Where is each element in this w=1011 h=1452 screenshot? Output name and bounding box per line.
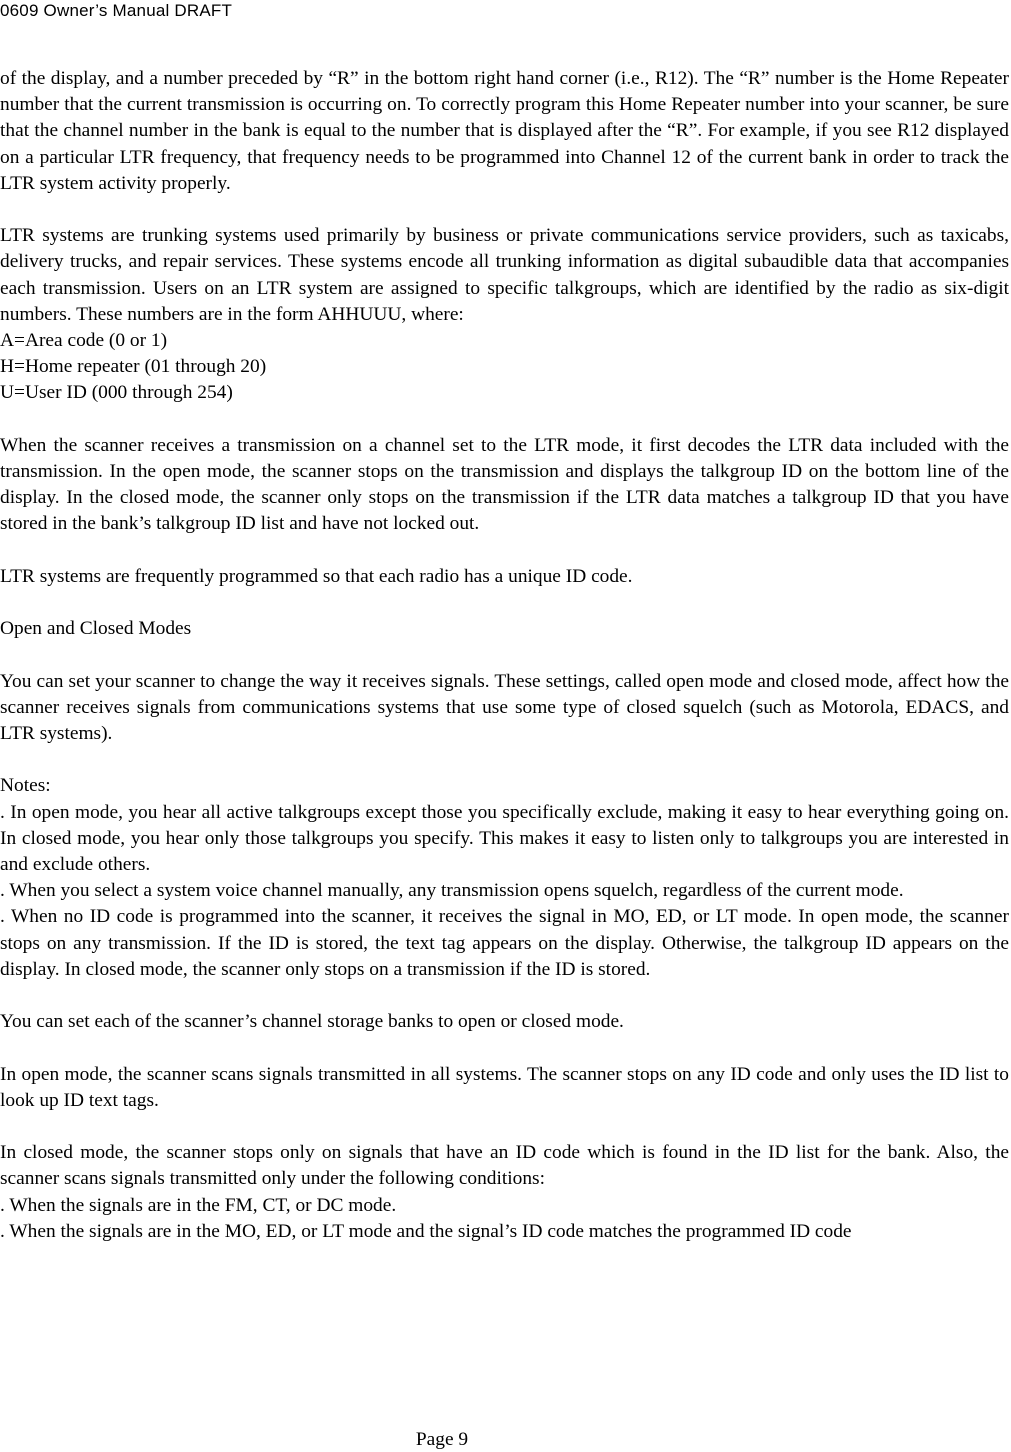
paragraph-bank-modes: You can set each of the scanner’s channel storage banks to open or closed mode. bbox=[0, 1011, 624, 1033]
paragraph-closed-mode bbox=[0, 1140, 1009, 1245]
ltr-systems-text: LTR systems are trunking systems used primarily by business or private communications service providers, such as taxicabs, delivery trucks, and repair services. These systems encode all trunking information as digital subaudible data that accompanies each transmission. Users on an LTR system are assigned to specific talkgroups, which are identified by the radio as six-digit numbers. These numbers are in the form AHHUUU, where: bbox=[0, 225, 1009, 325]
note-item: . In open mode, you hear all active talkgroups except those you specifically exclude, making it easy to hear everything going on. In closed mode, you hear only those talkgroups you specify. This makes it easy to listen only to talkgroups you are interested in and exclude others. bbox=[0, 801, 1009, 875]
closed-mode-text: In closed mode, the scanner stops only on signals that have an ID code which is found in the ID list for the bank. Also, the scanner scans signals transmitted only under the following conditions: bbox=[0, 1142, 1009, 1190]
format-line-area-code: A=Area code (0 or 1) bbox=[0, 330, 168, 352]
condition-item: . When the signals are in the FM, CT, or DC mode. bbox=[0, 1194, 397, 1216]
document-body bbox=[0, 66, 1009, 1245]
paragraph-repeater-number: of the display, and a number preceded by “R” in the bottom right hand corner (i.e., R12). The “R” number is the Home Repeater number that the current transmission is occurring on. To correctly program this Home Repeater number into your scanner, be sure that the channel number in the bank is equal to the number that is displayed after the “R”. For example, if you see R12 displayed on a particular LTR frequency, that frequency needs to be programmed into Channel 12 of the current bank in order to track the LTR system activity properly. bbox=[0, 68, 1009, 194]
format-line-user-id: U=User ID (000 through 254) bbox=[0, 382, 233, 404]
paragraph-open-mode: In open mode, the scanner scans signals transmitted in all systems. The scanner stops on any ID code and only uses the ID list to look up ID text tags. bbox=[0, 1063, 1009, 1111]
paragraph-ltr-decode: When the scanner receives a transmission on a channel set to the LTR mode, it first decodes the LTR data included with the transmission. In the open mode, the scanner stops on the transmission and displays the talkgroup ID on the bottom line of the display. In the closed mode, the scanner only stops on the transmission if the LTR data matches a talkgroup ID that you have stored in the bank’s talkgroup ID list and have not locked out. bbox=[0, 434, 1009, 535]
note-item: . When no ID code is programmed into the scanner, it receives the signal in MO, ED, or LT mode. In open mode, the scanner stops on any transmission. If the ID is stored, the text tag appears on the display. Otherwise, the talkgroup ID appears on the display. In closed mode, the scanner only stops on a transmission if the ID is stored. bbox=[0, 906, 1009, 980]
section-heading-open-closed-modes: Open and Closed Modes bbox=[0, 618, 192, 640]
format-line-home-repeater: H=Home repeater (01 through 20) bbox=[0, 356, 267, 378]
paragraph-ltr-systems bbox=[0, 223, 1009, 406]
document-header: 0609 Owner’s Manual DRAFT bbox=[0, 1, 233, 20]
notes-block bbox=[0, 773, 1009, 983]
condition-item: . When the signals are in the MO, ED, or LT mode and the signal’s ID code matches the programmed ID code bbox=[0, 1220, 852, 1242]
note-item: . When you select a system voice channel manually, any transmission opens squelch, regardless of the current mode. bbox=[0, 880, 904, 902]
page-number: Page 9 bbox=[415, 1429, 469, 1450]
paragraph-unique-id: LTR systems are frequently programmed so that each radio has a unique ID code. bbox=[0, 565, 633, 587]
notes-label: Notes: bbox=[0, 775, 51, 797]
paragraph-mode-settings: You can set your scanner to change the way it receives signals. These settings, called open mode and closed mode, affect how the scanner receives signals from communications systems that use some type of closed squelch (such as Motorola, EDACS, and LTR systems). bbox=[0, 670, 1009, 744]
